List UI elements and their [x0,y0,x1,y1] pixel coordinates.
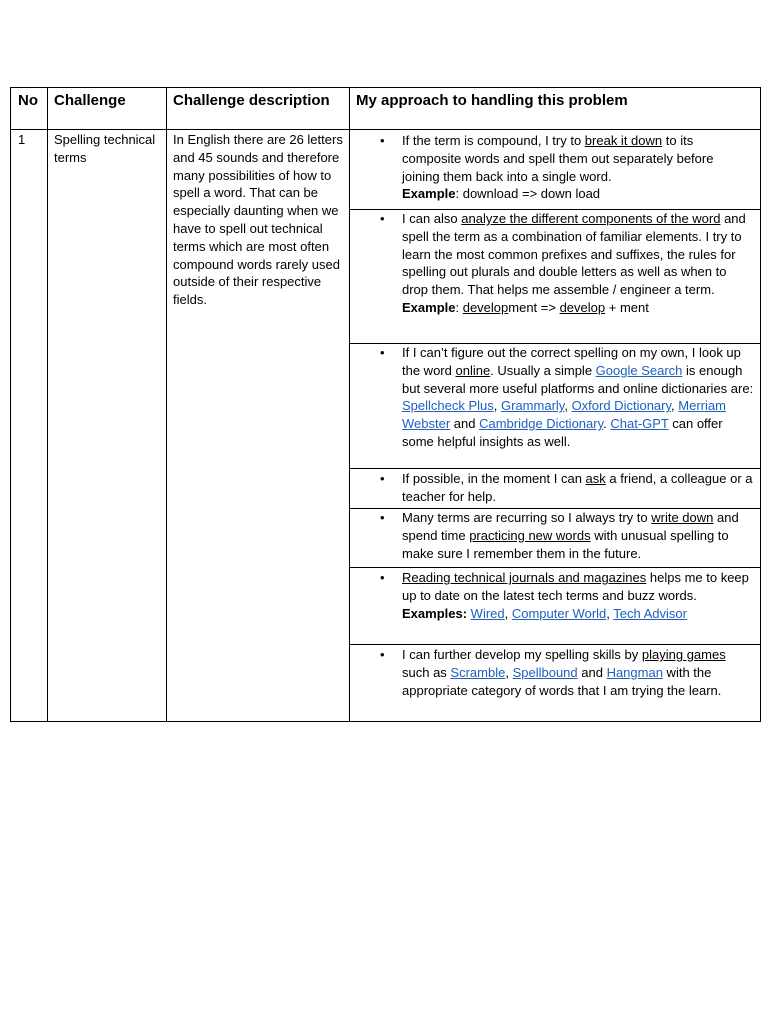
column-divider [349,88,350,721]
header-approach: My approach to handling this problem [356,92,628,109]
link-google-search[interactable]: Google Search [595,362,683,378]
row-number: 1 [18,132,26,147]
link-cambridge-dictionary[interactable]: Cambridge Dictionary [479,416,604,432]
bullet-icon: • [380,570,385,585]
header-description: Challenge description [173,92,330,109]
approach-text: Reading technical journals and magazines helps me to keep up to date on the latest tech terms and buzz words. Examples: Wired, Computer World, Tech Advisor [402,570,749,621]
approach-text: If I can’t figure out the correct spelling on my own, I look up the word online. Usually a simple Google Search is enough but several more useful platforms and online dictionaries are: Spellcheck Plus, Grammarly, Oxford Dictionary, Merriam Webster and Cambridge Dictionary. Chat-GPT can offer some helpful insights as well. [402,345,754,449]
header-divider [11,129,760,130]
link-grammarly[interactable]: Grammarly [501,398,565,414]
row-divider [349,468,760,469]
bullet-icon: • [380,345,385,360]
link-oxford-dictionary[interactable]: Oxford Dictionary [571,398,672,414]
approach-text: I can further develop my spelling skills by playing games such as Scramble, Spellbound and Hangman with the appropriate category of words that I am trying the learn. [402,647,726,698]
bullet-icon: • [380,133,385,148]
approach-text: If possible, in the moment I can ask a friend, a colleague or a teacher for help. [402,471,753,504]
approach-text: I can also analyze the different components of the word and spell the term as a combination of familiar elements. I try to learn the most common prefixes and suffixes, the rules for spelling out plurals and double letters as well as when to drop them. That helps me assemble / engineer a term. Example: development => develop + ment [402,211,746,315]
link-merriam-webster[interactable]: Merriam Webster [402,398,726,432]
link-hangman[interactable]: Hangman [606,664,663,680]
link-wired[interactable]: Wired [470,605,505,621]
header-no: No [18,92,38,109]
link-spellbound[interactable]: Spellbound [512,664,578,680]
column-divider [47,88,48,721]
bullet-icon: • [380,211,385,226]
bullet-icon: • [380,647,385,662]
link-computer-world[interactable]: Computer World [511,605,607,621]
link-spellcheck-plus[interactable]: Spellcheck Plus [402,398,494,414]
approach-text: Many terms are recurring so I always try to write down and spend time practicing new words with unusual spelling to make sure I remember them in the future. [402,510,739,561]
header-challenge: Challenge [54,92,126,109]
link-chat-gpt[interactable]: Chat-GPT [610,416,669,432]
challenge-name: Spelling technical terms [54,132,156,165]
challenge-description: In English there are 26 letters and 45 sounds and therefore many possibilities of how to spell a word. That can be especially daunting when we have to spell out technical terms which are most often compound words rarely used outside of their respective fields. [173,132,343,308]
approach-text: If the term is compound, I try to break it down to its composite words and spell them out separately before joining them back into a single word. Example: download => down load [402,133,714,202]
link-scramble[interactable]: Scramble [450,664,506,680]
bullet-icon: • [380,471,385,486]
bullet-icon: • [380,510,385,525]
link-tech-advisor[interactable]: Tech Advisor [613,605,687,621]
challenge-table [10,87,761,722]
column-divider [166,88,167,721]
row-divider [349,567,760,568]
row-divider [349,644,760,645]
